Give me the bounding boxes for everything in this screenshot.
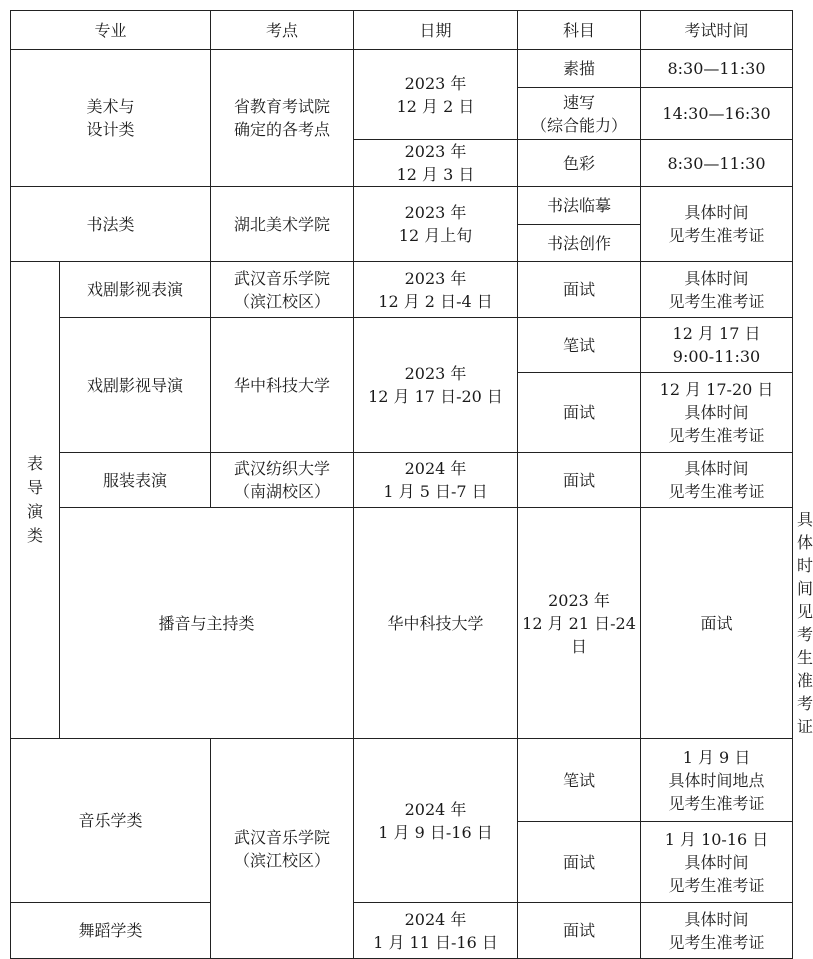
art-location: 省教育考试院 确定的各考点 bbox=[211, 50, 354, 187]
dance-major: 舞蹈学类 bbox=[11, 903, 211, 959]
table-row bbox=[11, 50, 793, 88]
art-time-color: 8:30—11:30 bbox=[641, 140, 793, 187]
art-time-speed: 14:30—16:30 bbox=[641, 88, 793, 140]
dance-date: 2024 年 1 月 11 日-16 日 bbox=[354, 903, 518, 959]
fashion-date: 2024 年 1 月 5 日-7 日 bbox=[354, 453, 518, 508]
art-time-sketch: 8:30—11:30 bbox=[641, 50, 793, 88]
calligraphy-subject-create: 书法创作 bbox=[518, 225, 641, 262]
dance-subject: 面试 bbox=[518, 903, 641, 959]
fashion-subject: 面试 bbox=[518, 453, 641, 508]
drama-major: 戏剧影视表演 bbox=[60, 262, 211, 318]
directing-major: 戏剧影视导演 bbox=[60, 318, 211, 453]
music-major: 音乐学类 bbox=[11, 739, 211, 903]
table-row bbox=[11, 187, 793, 225]
header-location: 考点 bbox=[211, 11, 354, 50]
drama-date: 2023 年 12 月 2 日-4 日 bbox=[354, 262, 518, 318]
drama-location: 武汉音乐学院 （滨江校区） bbox=[211, 262, 354, 318]
table-row bbox=[11, 903, 793, 959]
art-subject-speed: 速写 （综合能力） bbox=[518, 88, 641, 140]
drama-time: 具体时间 见考生准考证 bbox=[641, 262, 793, 318]
broadcast-date: 2023 年 12 月 21 日-24 日 bbox=[518, 508, 641, 739]
directing-subject-interview: 面试 bbox=[518, 373, 641, 453]
music-subject-interview: 面试 bbox=[518, 822, 641, 903]
fashion-location: 武汉纺织大学 （南湖校区） bbox=[211, 453, 354, 508]
art-date-b: 2023 年 12 月 3 日 bbox=[354, 140, 518, 187]
calligraphy-subject-copy: 书法临摹 bbox=[518, 187, 641, 225]
art-subject-color: 色彩 bbox=[518, 140, 641, 187]
music-dance-location: 武汉音乐学院 （滨江校区） bbox=[211, 739, 354, 959]
fashion-time: 具体时间 见考生准考证 bbox=[641, 453, 793, 508]
drama-subject: 面试 bbox=[518, 262, 641, 318]
calligraphy-date: 2023 年 12 月上旬 bbox=[354, 187, 518, 262]
header-subject: 科目 bbox=[518, 11, 641, 50]
fashion-major: 服装表演 bbox=[60, 453, 211, 508]
header-date: 日期 bbox=[354, 11, 518, 50]
header-row bbox=[11, 11, 793, 50]
directing-date: 2023 年 12 月 17 日-20 日 bbox=[354, 318, 518, 453]
performance-group bbox=[11, 262, 60, 739]
art-major: 美术与 设计类 bbox=[11, 50, 211, 187]
table-row bbox=[11, 318, 793, 373]
performance-group-label: 表导演类 bbox=[26, 454, 43, 545]
music-time-interview: 1 月 10-16 日 具体时间 见考生准考证 bbox=[641, 822, 793, 903]
broadcast-major: 播音与主持类 bbox=[60, 508, 354, 739]
directing-time-written: 12 月 17 日 9:00-11:30 bbox=[641, 318, 793, 373]
calligraphy-location: 湖北美术学院 bbox=[211, 187, 354, 262]
broadcast-location: 华中科技大学 bbox=[354, 508, 518, 739]
music-time-written: 1 月 9 日 具体时间地点 见考生准考证 bbox=[641, 739, 793, 822]
art-date-a: 2023 年 12 月 2 日 bbox=[354, 50, 518, 140]
calligraphy-time: 具体时间 见考生准考证 bbox=[641, 187, 793, 262]
music-subject-written: 笔试 bbox=[518, 739, 641, 822]
table-row bbox=[11, 739, 793, 822]
calligraphy-major: 书法类 bbox=[11, 187, 211, 262]
table-row: 播音与主持类 华中科技大学 2023 年 12 月 21 日-24 日 面试 具体时间 见考生准考证 bbox=[11, 508, 793, 739]
table-row bbox=[11, 453, 793, 508]
directing-time-interview: 12 月 17-20 日 具体时间 见考生准考证 bbox=[641, 373, 793, 453]
broadcast-subject: 面试 bbox=[641, 508, 793, 739]
directing-location: 华中科技大学 bbox=[211, 318, 354, 453]
header-time: 考试时间 bbox=[641, 11, 793, 50]
exam-schedule-table bbox=[10, 10, 813, 959]
art-subject-sketch: 素描 bbox=[518, 50, 641, 88]
dance-time: 具体时间 见考生准考证 bbox=[641, 903, 793, 959]
directing-subject-written: 笔试 bbox=[518, 318, 641, 373]
header-major: 专业 bbox=[11, 11, 211, 50]
music-date: 2024 年 1 月 9 日-16 日 bbox=[354, 739, 518, 903]
table-row bbox=[11, 262, 793, 318]
